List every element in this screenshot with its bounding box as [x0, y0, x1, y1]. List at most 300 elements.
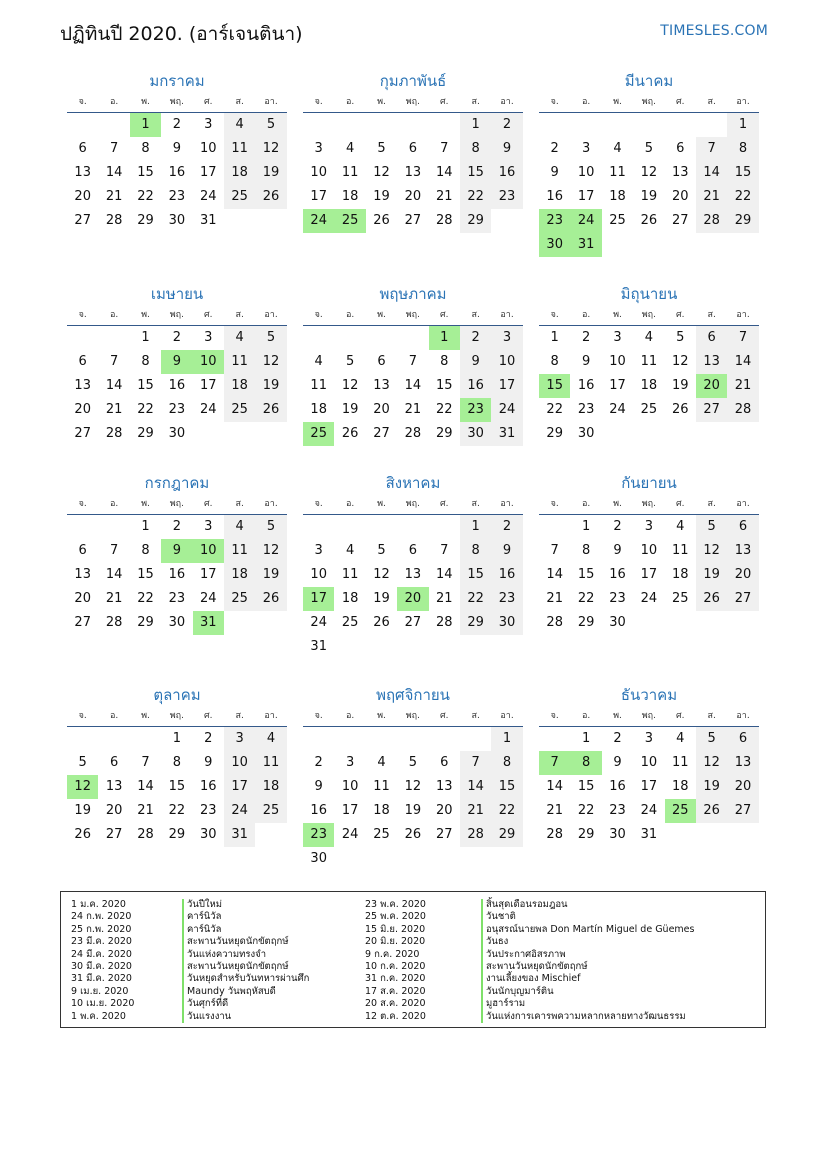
day-cell[interactable]: 18: [341, 189, 359, 204]
day-cell[interactable]: 6: [696, 326, 727, 350]
day-cell[interactable]: 11: [224, 137, 255, 161]
day-cell[interactable]: 17: [310, 189, 327, 204]
day-cell[interactable]: 11: [373, 779, 390, 794]
day-cell[interactable]: 4: [676, 519, 685, 534]
day-cell[interactable]: 19: [255, 374, 286, 398]
day-cell[interactable]: 24: [609, 402, 626, 417]
day-cell[interactable]: 11: [671, 543, 689, 558]
day-cell[interactable]: 11: [341, 567, 359, 582]
day-cell[interactable]: 31: [570, 233, 601, 257]
day-cell[interactable]: 17: [577, 189, 595, 204]
day-cell[interactable]: 30: [609, 827, 626, 842]
day-cell[interactable]: 6: [78, 354, 87, 369]
day-cell[interactable]: 20: [105, 803, 123, 818]
day-cell[interactable]: 24: [640, 591, 658, 606]
day-cell[interactable]: 16: [168, 378, 186, 393]
day-cell[interactable]: 8: [581, 543, 591, 558]
day-cell[interactable]: 30: [577, 426, 595, 441]
day-cell[interactable]: 7: [440, 543, 449, 558]
day-cell[interactable]: 10: [224, 751, 255, 775]
day-cell[interactable]: 3: [204, 519, 213, 534]
day-cell[interactable]: 9: [491, 137, 522, 161]
day-cell[interactable]: 6: [440, 755, 449, 770]
day-cell[interactable]: 27: [74, 213, 91, 228]
day-cell[interactable]: 11: [255, 751, 286, 775]
day-cell[interactable]: 13: [373, 378, 390, 393]
day-cell[interactable]: 25: [671, 591, 689, 606]
day-cell[interactable]: 16: [577, 378, 595, 393]
day-cell[interactable]: 4: [676, 731, 685, 746]
day-cell[interactable]: 4: [255, 727, 286, 751]
day-cell[interactable]: 12: [671, 354, 689, 369]
day-cell[interactable]: 16: [168, 165, 186, 180]
day-cell[interactable]: 27: [404, 213, 422, 228]
day-cell[interactable]: 5: [644, 141, 653, 156]
day-cell[interactable]: 28: [435, 615, 453, 630]
day-cell[interactable]: 11: [640, 354, 658, 369]
day-cell[interactable]: 16: [491, 161, 522, 185]
day-cell[interactable]: 23: [168, 189, 186, 204]
day-cell[interactable]: 26: [255, 185, 286, 209]
day-cell[interactable]: 12: [696, 751, 727, 775]
day-cell[interactable]: 23: [609, 591, 626, 606]
day-cell[interactable]: 26: [341, 426, 359, 441]
day-cell[interactable]: 20: [727, 775, 758, 799]
day-cell[interactable]: 3: [581, 141, 591, 156]
day-cell[interactable]: 22: [577, 591, 595, 606]
day-cell[interactable]: 1: [429, 326, 460, 350]
day-cell[interactable]: 16: [310, 803, 327, 818]
day-cell[interactable]: 1: [491, 727, 522, 751]
day-cell[interactable]: 15: [491, 775, 522, 799]
day-cell[interactable]: 4: [345, 141, 355, 156]
day-cell[interactable]: 27: [696, 398, 727, 422]
day-cell[interactable]: 8: [141, 141, 150, 156]
day-cell[interactable]: 30: [609, 615, 626, 630]
day-cell[interactable]: 30: [460, 422, 491, 446]
day-cell[interactable]: 15: [137, 567, 154, 582]
day-cell[interactable]: 25: [224, 185, 255, 209]
day-cell[interactable]: 4: [224, 515, 255, 539]
day-cell[interactable]: 5: [377, 141, 386, 156]
day-cell[interactable]: 2: [460, 326, 491, 350]
day-cell[interactable]: 29: [168, 827, 186, 842]
day-cell[interactable]: 29: [137, 426, 154, 441]
day-cell[interactable]: 22: [460, 587, 491, 611]
day-cell[interactable]: 2: [613, 519, 622, 534]
day-cell[interactable]: 3: [644, 731, 653, 746]
day-cell[interactable]: 6: [676, 141, 685, 156]
day-cell[interactable]: 30: [491, 611, 522, 635]
day-cell[interactable]: 14: [105, 567, 123, 582]
day-cell[interactable]: 1: [141, 519, 150, 534]
day-cell[interactable]: 4: [224, 326, 255, 350]
day-cell[interactable]: 29: [577, 827, 595, 842]
day-cell[interactable]: 31: [199, 213, 217, 228]
day-cell[interactable]: 21: [105, 189, 123, 204]
day-cell[interactable]: 1: [141, 330, 150, 345]
day-cell[interactable]: 7: [141, 755, 150, 770]
day-cell[interactable]: 5: [696, 727, 727, 751]
day-cell[interactable]: 8: [172, 755, 181, 770]
day-cell[interactable]: 3: [345, 755, 355, 770]
day-cell[interactable]: 28: [105, 615, 123, 630]
day-cell[interactable]: 25: [334, 209, 365, 233]
day-cell[interactable]: 17: [491, 374, 522, 398]
day-cell[interactable]: 28: [404, 426, 422, 441]
day-cell[interactable]: 18: [224, 161, 255, 185]
day-cell[interactable]: 31: [193, 611, 224, 635]
day-cell[interactable]: 10: [640, 543, 658, 558]
day-cell[interactable]: 20: [696, 374, 727, 398]
day-cell[interactable]: 3: [224, 727, 255, 751]
day-cell[interactable]: 30: [539, 233, 570, 257]
day-cell[interactable]: 21: [435, 189, 453, 204]
day-cell[interactable]: 28: [460, 823, 491, 847]
day-cell[interactable]: 17: [341, 803, 359, 818]
day-cell[interactable]: 25: [224, 587, 255, 611]
day-cell[interactable]: 13: [671, 165, 689, 180]
day-cell[interactable]: 24: [570, 209, 601, 233]
day-cell[interactable]: 18: [341, 591, 359, 606]
day-cell[interactable]: 4: [644, 330, 653, 345]
day-cell[interactable]: 20: [373, 402, 390, 417]
day-cell[interactable]: 4: [377, 755, 386, 770]
day-cell[interactable]: 15: [435, 378, 453, 393]
day-cell[interactable]: 23: [199, 803, 217, 818]
day-cell[interactable]: 26: [373, 615, 390, 630]
day-cell[interactable]: 2: [314, 755, 323, 770]
day-cell[interactable]: 9: [172, 141, 181, 156]
day-cell[interactable]: 17: [224, 775, 255, 799]
day-cell[interactable]: 17: [199, 165, 217, 180]
day-cell[interactable]: 31: [640, 827, 658, 842]
day-cell[interactable]: 23: [168, 591, 186, 606]
day-cell[interactable]: 19: [373, 591, 390, 606]
day-cell[interactable]: 22: [137, 189, 154, 204]
day-cell[interactable]: 12: [255, 137, 286, 161]
day-cell[interactable]: 15: [539, 374, 570, 398]
day-cell[interactable]: 9: [161, 350, 192, 374]
day-cell[interactable]: 14: [546, 779, 563, 794]
day-cell[interactable]: 25: [341, 615, 359, 630]
day-cell[interactable]: 20: [404, 189, 422, 204]
day-cell[interactable]: 21: [460, 799, 491, 823]
day-cell[interactable]: 5: [676, 330, 685, 345]
day-cell[interactable]: 8: [550, 354, 559, 369]
day-cell[interactable]: 3: [613, 330, 622, 345]
day-cell[interactable]: 27: [671, 213, 689, 228]
day-cell[interactable]: 9: [613, 543, 622, 558]
day-cell[interactable]: 1: [460, 515, 491, 539]
day-cell[interactable]: 3: [314, 141, 323, 156]
day-cell[interactable]: 20: [397, 587, 428, 611]
day-cell[interactable]: 9: [613, 755, 622, 770]
day-cell[interactable]: 18: [671, 567, 689, 582]
day-cell[interactable]: 14: [546, 567, 563, 582]
day-cell[interactable]: 6: [727, 727, 758, 751]
day-cell[interactable]: 11: [224, 539, 255, 563]
day-cell[interactable]: 18: [224, 374, 255, 398]
day-cell[interactable]: 28: [105, 213, 123, 228]
day-cell[interactable]: 26: [404, 827, 422, 842]
day-cell[interactable]: 24: [491, 398, 522, 422]
day-cell[interactable]: 27: [727, 587, 758, 611]
day-cell[interactable]: 24: [640, 803, 658, 818]
day-cell[interactable]: 1: [581, 731, 591, 746]
day-cell[interactable]: 6: [408, 543, 417, 558]
day-cell[interactable]: 15: [460, 563, 491, 587]
day-cell[interactable]: 14: [435, 567, 453, 582]
day-cell[interactable]: 21: [546, 591, 563, 606]
day-cell[interactable]: 16: [168, 567, 186, 582]
day-cell[interactable]: 8: [141, 354, 150, 369]
day-cell[interactable]: 23: [491, 587, 522, 611]
day-cell[interactable]: 18: [671, 779, 689, 794]
day-cell[interactable]: 14: [404, 378, 422, 393]
day-cell[interactable]: 31: [224, 823, 255, 847]
day-cell[interactable]: 18: [255, 775, 286, 799]
day-cell[interactable]: 17: [199, 567, 217, 582]
day-cell[interactable]: 24: [341, 827, 359, 842]
day-cell[interactable]: 14: [105, 165, 123, 180]
day-cell[interactable]: 8: [460, 137, 491, 161]
day-cell[interactable]: 2: [613, 731, 622, 746]
day-cell[interactable]: 11: [310, 378, 327, 393]
day-cell[interactable]: 25: [373, 827, 390, 842]
day-cell[interactable]: 7: [440, 141, 449, 156]
day-cell[interactable]: 1: [727, 113, 758, 137]
day-cell[interactable]: 27: [74, 615, 91, 630]
day-cell[interactable]: 6: [78, 543, 87, 558]
day-cell[interactable]: 19: [696, 563, 727, 587]
day-cell[interactable]: 18: [640, 378, 658, 393]
day-cell[interactable]: 27: [74, 426, 91, 441]
day-cell[interactable]: 5: [255, 326, 286, 350]
day-cell[interactable]: 16: [460, 374, 491, 398]
day-cell[interactable]: 23: [539, 209, 570, 233]
day-cell[interactable]: 25: [665, 799, 696, 823]
day-cell[interactable]: 22: [546, 402, 563, 417]
day-cell[interactable]: 4: [613, 141, 622, 156]
day-cell[interactable]: 22: [137, 591, 154, 606]
day-cell[interactable]: 4: [345, 543, 355, 558]
day-cell[interactable]: 9: [314, 779, 323, 794]
day-cell[interactable]: 27: [435, 827, 453, 842]
day-cell[interactable]: 9: [460, 350, 491, 374]
day-cell[interactable]: 18: [609, 189, 626, 204]
day-cell[interactable]: 24: [310, 615, 327, 630]
day-cell[interactable]: 12: [255, 539, 286, 563]
day-cell[interactable]: 26: [696, 799, 727, 823]
day-cell[interactable]: 13: [105, 779, 123, 794]
day-cell[interactable]: 12: [255, 350, 286, 374]
day-cell[interactable]: 16: [199, 779, 217, 794]
day-cell[interactable]: 23: [577, 402, 595, 417]
day-cell[interactable]: 15: [460, 161, 491, 185]
day-cell[interactable]: 9: [581, 354, 591, 369]
day-cell[interactable]: 20: [671, 189, 689, 204]
day-cell[interactable]: 14: [727, 350, 758, 374]
day-cell[interactable]: 22: [460, 185, 491, 209]
day-cell[interactable]: 30: [310, 851, 327, 866]
day-cell[interactable]: 13: [435, 779, 453, 794]
day-cell[interactable]: 17: [640, 567, 658, 582]
day-cell[interactable]: 4: [224, 113, 255, 137]
day-cell[interactable]: 21: [727, 374, 758, 398]
day-cell[interactable]: 28: [435, 213, 453, 228]
day-cell[interactable]: 28: [105, 426, 123, 441]
day-cell[interactable]: 13: [696, 350, 727, 374]
day-cell[interactable]: 30: [168, 615, 186, 630]
day-cell[interactable]: 20: [74, 591, 91, 606]
day-cell[interactable]: 9: [204, 755, 213, 770]
day-cell[interactable]: 3: [491, 326, 522, 350]
day-cell[interactable]: 26: [640, 213, 658, 228]
day-cell[interactable]: 19: [696, 775, 727, 799]
day-cell[interactable]: 14: [137, 779, 154, 794]
day-cell[interactable]: 12: [373, 165, 390, 180]
day-cell[interactable]: 21: [546, 803, 563, 818]
day-cell[interactable]: 16: [546, 189, 563, 204]
day-cell[interactable]: 17: [303, 587, 334, 611]
day-cell[interactable]: 28: [727, 398, 758, 422]
day-cell[interactable]: 8: [570, 751, 601, 775]
day-cell[interactable]: 16: [609, 567, 626, 582]
day-cell[interactable]: 7: [109, 543, 119, 558]
day-cell[interactable]: 19: [74, 803, 91, 818]
day-cell[interactable]: 28: [546, 827, 563, 842]
day-cell[interactable]: 10: [310, 165, 327, 180]
day-cell[interactable]: 15: [137, 378, 154, 393]
day-cell[interactable]: 29: [137, 213, 154, 228]
day-cell[interactable]: 23: [168, 402, 186, 417]
day-cell[interactable]: 7: [539, 751, 570, 775]
day-cell[interactable]: 7: [550, 543, 559, 558]
day-cell[interactable]: 26: [255, 398, 286, 422]
day-cell[interactable]: 4: [314, 354, 323, 369]
day-cell[interactable]: 21: [696, 185, 727, 209]
day-cell[interactable]: 28: [546, 615, 563, 630]
day-cell[interactable]: 5: [78, 755, 87, 770]
day-cell[interactable]: 13: [727, 539, 758, 563]
day-cell[interactable]: 10: [199, 141, 217, 156]
day-cell[interactable]: 29: [491, 823, 522, 847]
day-cell[interactable]: 26: [696, 587, 727, 611]
day-cell[interactable]: 18: [373, 803, 390, 818]
day-cell[interactable]: 31: [491, 422, 522, 446]
day-cell[interactable]: 2: [550, 141, 559, 156]
day-cell[interactable]: 8: [727, 137, 758, 161]
day-cell[interactable]: 19: [255, 161, 286, 185]
day-cell[interactable]: 3: [314, 543, 323, 558]
day-cell[interactable]: 19: [255, 563, 286, 587]
day-cell[interactable]: 13: [74, 378, 91, 393]
day-cell[interactable]: 13: [404, 567, 422, 582]
day-cell[interactable]: 28: [696, 209, 727, 233]
day-cell[interactable]: 14: [435, 165, 453, 180]
day-cell[interactable]: 11: [341, 165, 359, 180]
day-cell[interactable]: 12: [404, 779, 422, 794]
day-cell[interactable]: 12: [696, 539, 727, 563]
day-cell[interactable]: 5: [377, 543, 386, 558]
day-cell[interactable]: 26: [671, 402, 689, 417]
day-cell[interactable]: 22: [491, 799, 522, 823]
day-cell[interactable]: 11: [671, 755, 689, 770]
day-cell[interactable]: 12: [341, 378, 359, 393]
day-cell[interactable]: 3: [204, 330, 213, 345]
day-cell[interactable]: 29: [460, 611, 491, 635]
day-cell[interactable]: 6: [408, 141, 417, 156]
day-cell[interactable]: 29: [460, 209, 491, 233]
site-logo[interactable]: TIMESLES.COM: [660, 23, 768, 39]
day-cell[interactable]: 10: [310, 567, 327, 582]
day-cell[interactable]: 13: [74, 567, 91, 582]
day-cell[interactable]: 16: [491, 563, 522, 587]
day-cell[interactable]: 2: [491, 515, 522, 539]
day-cell[interactable]: 25: [609, 213, 626, 228]
day-cell[interactable]: 7: [727, 326, 758, 350]
day-cell[interactable]: 24: [303, 209, 334, 233]
day-cell[interactable]: 15: [137, 165, 154, 180]
day-cell[interactable]: 20: [435, 803, 453, 818]
day-cell[interactable]: 29: [727, 209, 758, 233]
day-cell[interactable]: 17: [609, 378, 626, 393]
day-cell[interactable]: 28: [137, 827, 154, 842]
day-cell[interactable]: 13: [727, 751, 758, 775]
day-cell[interactable]: 22: [577, 803, 595, 818]
day-cell[interactable]: 6: [377, 354, 386, 369]
day-cell[interactable]: 1: [550, 330, 559, 345]
day-cell[interactable]: 12: [373, 567, 390, 582]
day-cell[interactable]: 2: [172, 519, 181, 534]
day-cell[interactable]: 3: [644, 519, 653, 534]
day-cell[interactable]: 30: [168, 426, 186, 441]
day-cell[interactable]: 27: [727, 799, 758, 823]
day-cell[interactable]: 21: [404, 402, 422, 417]
day-cell[interactable]: 14: [105, 378, 123, 393]
day-cell[interactable]: 26: [373, 213, 390, 228]
day-cell[interactable]: 22: [435, 402, 453, 417]
day-cell[interactable]: 9: [550, 165, 559, 180]
day-cell[interactable]: 2: [172, 330, 181, 345]
day-cell[interactable]: 22: [168, 803, 186, 818]
day-cell[interactable]: 15: [727, 161, 758, 185]
day-cell[interactable]: 2: [491, 113, 522, 137]
day-cell[interactable]: 10: [640, 755, 658, 770]
day-cell[interactable]: 5: [255, 113, 286, 137]
day-cell[interactable]: 20: [727, 563, 758, 587]
day-cell[interactable]: 10: [193, 539, 224, 563]
day-cell[interactable]: 20: [74, 189, 91, 204]
day-cell[interactable]: 29: [577, 615, 595, 630]
day-cell[interactable]: 10: [609, 354, 626, 369]
day-cell[interactable]: 11: [224, 350, 255, 374]
day-cell[interactable]: 23: [491, 185, 522, 209]
day-cell[interactable]: 5: [408, 755, 417, 770]
day-cell[interactable]: 27: [373, 426, 390, 441]
day-cell[interactable]: 5: [345, 354, 355, 369]
day-cell[interactable]: 25: [255, 799, 286, 823]
day-cell[interactable]: 24: [199, 591, 217, 606]
day-cell[interactable]: 19: [404, 803, 422, 818]
day-cell[interactable]: 24: [224, 799, 255, 823]
day-cell[interactable]: 20: [74, 402, 91, 417]
day-cell[interactable]: 12: [640, 165, 658, 180]
day-cell[interactable]: 7: [109, 141, 119, 156]
day-cell[interactable]: 10: [341, 779, 359, 794]
day-cell[interactable]: 10: [491, 350, 522, 374]
